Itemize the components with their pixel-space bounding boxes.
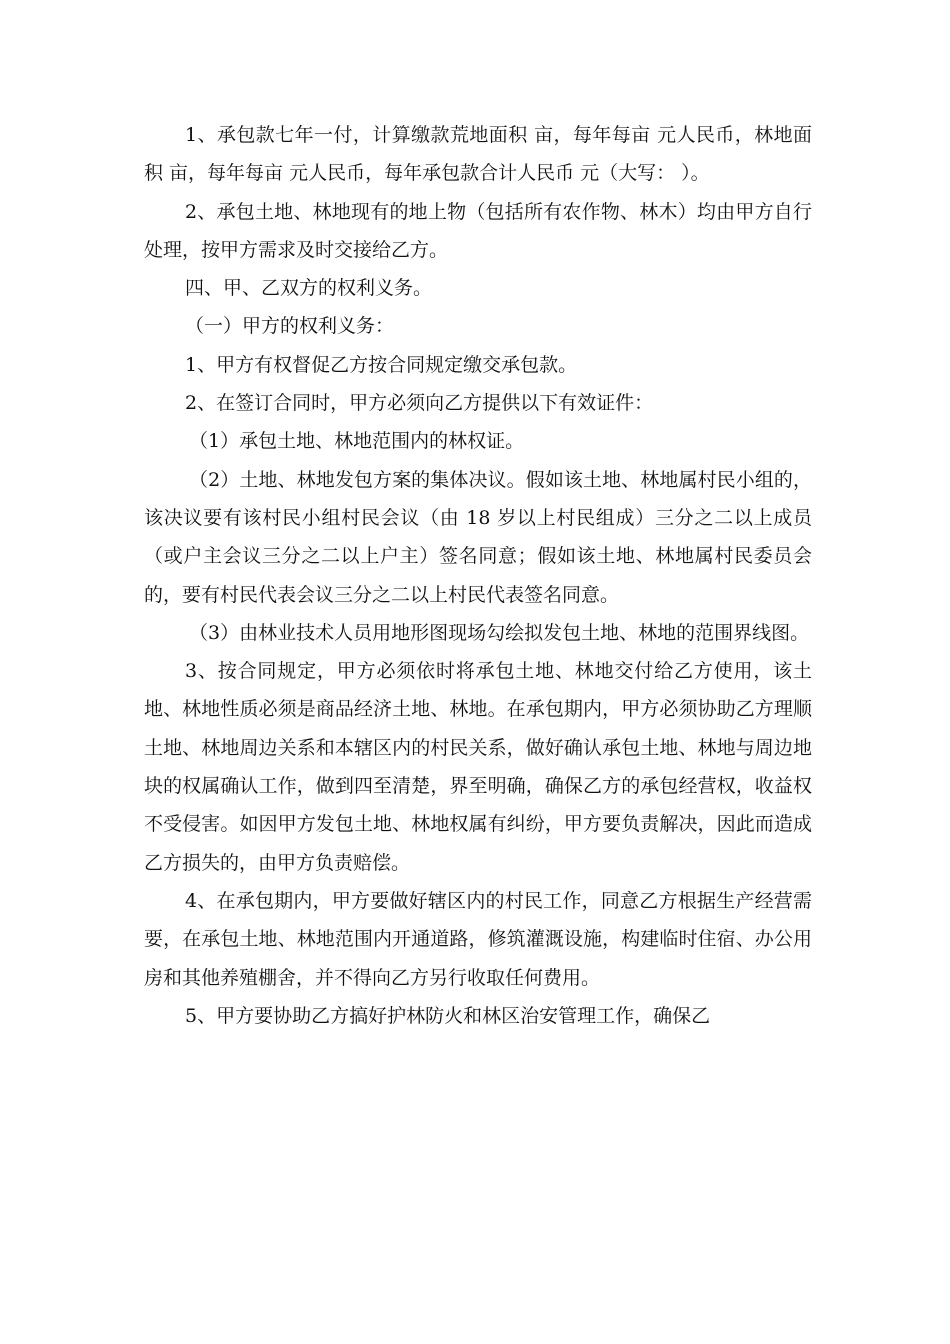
list-item-collective-resolution: （2）土地、林地发包方案的集体决议。假如该土地、林地属村民小组的，该决议要有该村民小组村民会议（由 18 岁以上村民组成）三分之二以上成员（或户主会议三分之二以上户主）签名同意；假如该土地、林地属村民委员会的，要有村民代表会议三分之二以上村民代表签名同意。	[144, 468, 812, 606]
paragraph-party-a-right-1: 1、甲方有权督促乙方按合同规定缴交承包款。	[185, 353, 578, 376]
paragraph-party-a-fire-protection: 5、甲方要协助乙方搞好护林防火和林区治安管理工作，确保乙	[185, 1004, 711, 1027]
paragraph-party-a-documents: 2、在签订合同时，甲方必须向乙方提供以下有效证件：	[185, 392, 654, 415]
paragraph-ground-objects: 2、承包土地、林地现有的地上物（包括所有农作物、林木）均由甲方自行处理，按甲方需求及时交接给乙方。	[144, 200, 812, 261]
list-item-forest-certificate: （1）承包土地、林地范围内的林权证。	[189, 430, 525, 453]
paragraph-party-a-delivery: 3、按合同规定，甲方必须依时将承包土地、林地交付给乙方使用，该土地、林地性质必须是商品经济土地、林地。在承包期内，甲方必须协助乙方理顺土地、林地周边关系和本辖区内的村民关系，做好确认承包土地、林地与周边地块的权属确认工作，做到四至清楚，界至明确，确保乙方的承包经营权，收益权不受侵害。如因甲方发包土地、林地权属有纠纷，甲方要负责解决，因此而造成乙方损失的，由甲方负责赔偿。	[144, 660, 812, 874]
section-heading-rights-obligations: 四、甲、乙双方的权利义务。	[185, 277, 433, 300]
list-item-boundary-map: （3）由林业技术人员用地形图现场勾绘拟发包土地、林地的范围界线图。	[189, 621, 810, 644]
subsection-heading-party-a: （一）甲方的权利义务：	[185, 315, 395, 338]
paragraph-party-a-villager-work: 4、在承包期内，甲方要做好辖区内的村民工作，同意乙方根据生产经营需要，在承包土地、林地范围内开通道路，修筑灌溉设施，构建临时住宿、办公用房和其他养殖棚舍，并不得向乙方另行收取任何费用。	[144, 889, 812, 989]
document-body	[144, 116, 812, 1035]
paragraph-payment-terms: 1、承包款七年一付，计算缴款荒地面积 亩，每年每亩 元人民币，林地面积 亩，每年每亩 元人民币，每年承包款合计人民币 元（大写： ）。	[144, 124, 812, 185]
